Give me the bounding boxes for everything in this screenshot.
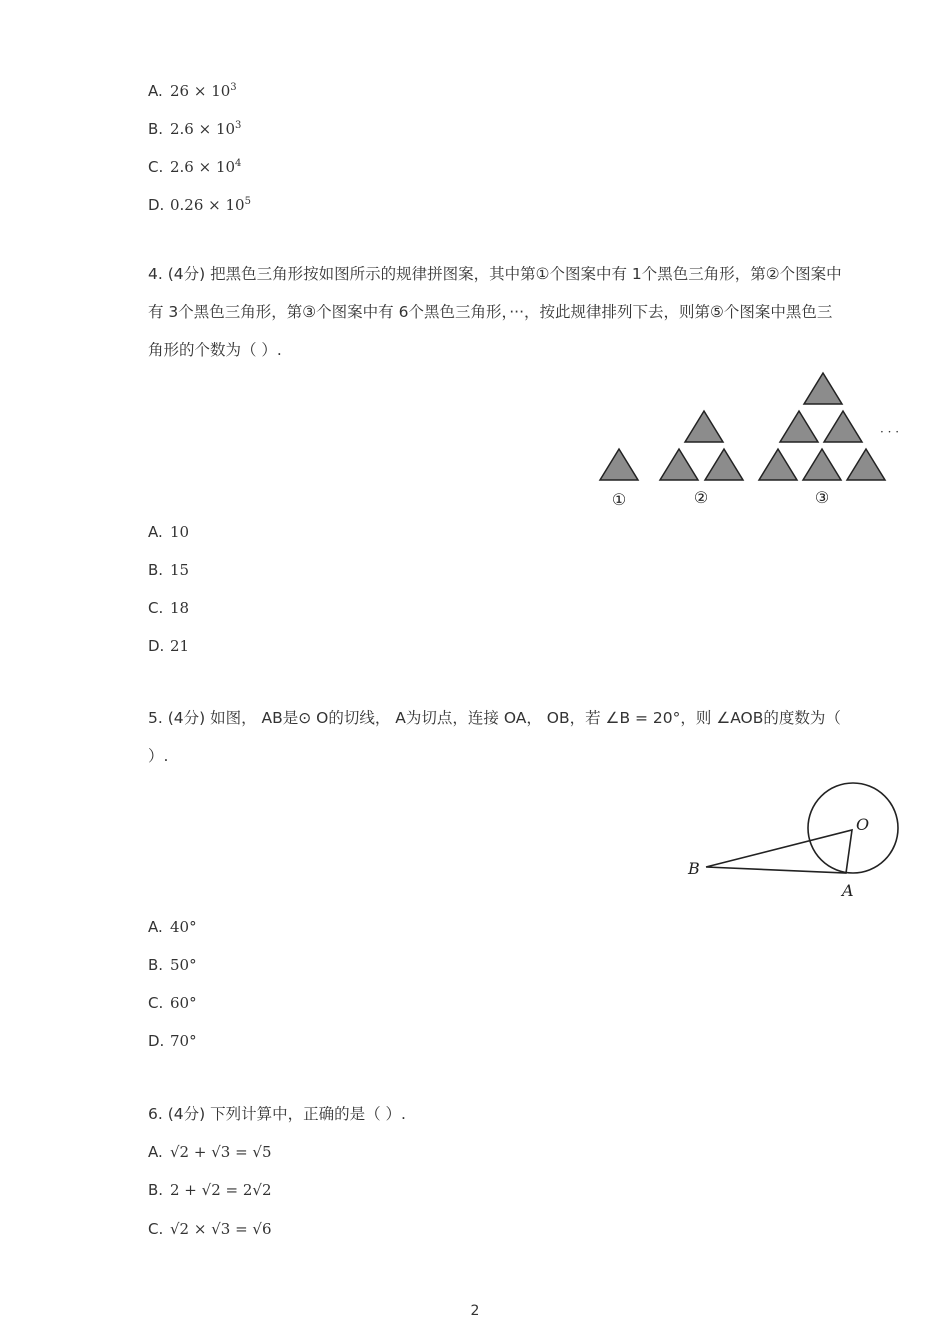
pattern-label-2: ② (693, 488, 709, 507)
circle-o (808, 783, 898, 873)
pattern-label-3: ③ (814, 488, 830, 507)
pattern-2 (660, 411, 743, 480)
q5-option-b: B. 50° (148, 956, 197, 974)
q6-option-a: A. √2 + √3 = √5 (148, 1143, 272, 1161)
page-number: 2 (470, 1303, 480, 1319)
q3-option-c: C. $2.6 \times 10^4$ (148, 158, 242, 176)
pattern-1 (600, 449, 638, 480)
q5-option-c: C. 60° (148, 994, 197, 1012)
q3-option-b: B. $2.6 \times 10^3$ (148, 120, 242, 138)
q4-stem-line-3: 角形的个数为（ ）. (148, 341, 282, 359)
triangle (847, 449, 885, 480)
q6-option-c: C. √2 × √3 = √6 (148, 1220, 272, 1238)
q4-stem-line-1: 4. (4分) 把黑色三角形按如图所示的规律拼图案，其中第①个图案中有 1个黑色三角形，第②个图案中 (148, 265, 842, 283)
triangle (759, 449, 797, 480)
label-b: B (688, 859, 700, 878)
q6-option-b: B. 2 + √2 = 2√2 (148, 1181, 272, 1199)
q5-option-a: A. 40° (148, 918, 197, 936)
ellipsis: · · · (880, 425, 900, 439)
q4-option-c: C. 18 (148, 599, 190, 617)
triangle-pattern-figure (590, 365, 910, 515)
q4-option-a: A. 10 (148, 523, 190, 541)
triangle (824, 411, 862, 442)
q3-option-d: D. $0.26 \times 10^5$ (148, 196, 251, 214)
q5-stem-line-1: 5. (4分) 如图， AB是⊙ O的切线， A为切点，连接 OA， OB，若 ∠B = 20°，则 ∠AOB的度数为（ (148, 709, 841, 727)
q4-stem-line-2: 有 3个黑色三角形，第③个图案中有 6个黑色三角形，···，按此规律排列下去，则第⑤个图案中黑色三 (148, 303, 833, 321)
q4-option-d: D. 21 (148, 637, 190, 655)
label-o: O (856, 815, 870, 834)
triangle (685, 411, 723, 442)
q4-option-b: B. 15 (148, 561, 190, 579)
q5-option-d: D. 70° (148, 1032, 197, 1050)
triangle (600, 449, 638, 480)
pattern-3 (759, 373, 885, 480)
q5-stem-line-2: ）. (148, 747, 169, 765)
label-a: A (842, 881, 854, 900)
tangent-circle-figure (680, 780, 910, 905)
triangle (803, 449, 841, 480)
triangle (660, 449, 698, 480)
triangle (780, 411, 818, 442)
q3-option-a: A. $26 \times 10^3$ (148, 82, 237, 100)
triangle (804, 373, 842, 404)
q6-stem: 6. (4分) 下列计算中，正确的是（ ）. (148, 1105, 406, 1123)
pattern-label-1: ① (611, 490, 627, 509)
triangle (705, 449, 743, 480)
